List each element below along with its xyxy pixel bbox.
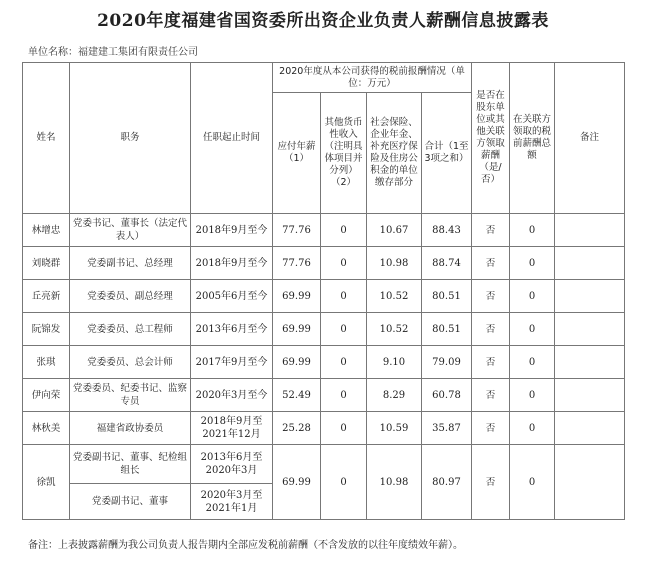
table-row [23, 445, 625, 484]
cell-position: 党委委员、总会计师 [70, 346, 191, 379]
table-row [23, 247, 625, 280]
cell-related-pay: 0 [510, 346, 555, 379]
cell-position: 党委委员、副总经理 [70, 280, 191, 313]
header-related-party-flag: 是否在股东单位或其他关联方领取薪酬（是/否） [472, 63, 510, 214]
cell-social: 10.52 [367, 313, 422, 346]
cell-related: 否 [472, 379, 510, 412]
cell-salary: 69.99 [273, 280, 321, 313]
cell-total: 60.78 [422, 379, 472, 412]
cell-position: 党委副书记、董事、纪检组组长 [70, 445, 191, 484]
cell-related: 否 [472, 445, 510, 520]
page-title: 2020年度福建省国资委所出资企业负责人薪酬信息披露表 [97, 11, 549, 31]
cell-salary: 69.99 [273, 313, 321, 346]
table-row [23, 379, 625, 412]
cell-remark [555, 379, 625, 412]
cell-tenure: 2020年3月至今 [191, 379, 273, 412]
cell-related: 否 [472, 346, 510, 379]
header-total: 合计（1至3项之和） [422, 93, 472, 214]
cell-other: 0 [321, 214, 367, 247]
header-related-party-pay: 在关联方领取的税前薪酬总额 [510, 63, 555, 214]
cell-salary: 52.49 [273, 379, 321, 412]
header-pretax-group: 2020年度从本公司获得的税前报酬情况（单位：万元） [273, 63, 472, 93]
cell-related: 否 [472, 313, 510, 346]
cell-related-pay: 0 [510, 247, 555, 280]
cell-social: 10.52 [367, 280, 422, 313]
cell-other: 0 [321, 379, 367, 412]
cell-name: 丘亮新 [23, 280, 70, 313]
cell-remark [555, 346, 625, 379]
table-row [23, 346, 625, 379]
cell-social: 8.29 [367, 379, 422, 412]
company-name: 单位名称：福建建工集团有限责任公司 [28, 47, 198, 58]
cell-remark [555, 445, 625, 520]
cell-name: 刘晓群 [23, 247, 70, 280]
cell-salary: 25.28 [273, 412, 321, 445]
cell-total: 80.51 [422, 280, 472, 313]
cell-total: 35.87 [422, 412, 472, 445]
cell-other: 0 [321, 313, 367, 346]
cell-tenure: 2018年9月至今 [191, 247, 273, 280]
cell-tenure: 2018年9月至今 [191, 214, 273, 247]
footnote: 备注：上表披露薪酬为我公司负责人报告期内全部应发税前薪酬（不含发放的以往年度绩效年薪）。 [28, 540, 463, 551]
cell-position: 福建省政协委员 [70, 412, 191, 445]
cell-position: 党委委员、纪委书记、监察专员 [70, 379, 191, 412]
cell-related-pay: 0 [510, 412, 555, 445]
cell-remark [555, 247, 625, 280]
cell-related-pay: 0 [510, 214, 555, 247]
header-position: 职务 [70, 63, 191, 214]
cell-social: 10.98 [367, 445, 422, 520]
cell-total: 88.43 [422, 214, 472, 247]
cell-position: 党委副书记、总经理 [70, 247, 191, 280]
cell-total: 80.51 [422, 313, 472, 346]
cell-social: 10.67 [367, 214, 422, 247]
cell-total: 88.74 [422, 247, 472, 280]
table-row [23, 280, 625, 313]
table-row [23, 412, 625, 445]
header-social-insurance: 社会保险、企业年金、补充医疗保险及住房公积金的单位缴存部分 [367, 93, 422, 214]
cell-salary: 77.76 [273, 247, 321, 280]
cell-remark [555, 313, 625, 346]
cell-name: 林增忠 [23, 214, 70, 247]
header-other-income: 其他货币性收入（注明具体项目并分列）（2） [321, 93, 367, 214]
cell-tenure: 2018年9月至2021年12月 [191, 412, 273, 445]
cell-remark [555, 214, 625, 247]
table-row [23, 214, 625, 247]
cell-other: 0 [321, 346, 367, 379]
cell-total: 79.09 [422, 346, 472, 379]
cell-name: 林秋美 [23, 412, 70, 445]
cell-related-pay: 0 [510, 313, 555, 346]
cell-tenure: 2013年6月至今 [191, 313, 273, 346]
cell-related: 否 [472, 280, 510, 313]
cell-social: 10.59 [367, 412, 422, 445]
cell-position: 党委书记、董事长（法定代表人） [70, 214, 191, 247]
cell-other: 0 [321, 445, 367, 520]
cell-salary: 77.76 [273, 214, 321, 247]
cell-name: 伊向荣 [23, 379, 70, 412]
cell-salary: 69.99 [273, 346, 321, 379]
header-tenure: 任职起止时间 [191, 63, 273, 214]
cell-position: 党委副书记、董事 [70, 484, 191, 520]
header-annual-salary: 应付年薪（1） [273, 93, 321, 214]
table-row [23, 313, 625, 346]
cell-name: 徐凯 [23, 445, 70, 520]
cell-related-pay: 0 [510, 280, 555, 313]
cell-salary: 69.99 [273, 445, 321, 520]
cell-related-pay: 0 [510, 379, 555, 412]
cell-remark [555, 280, 625, 313]
cell-related: 否 [472, 412, 510, 445]
cell-other: 0 [321, 280, 367, 313]
cell-other: 0 [321, 247, 367, 280]
cell-social: 10.98 [367, 247, 422, 280]
cell-name: 阮锦发 [23, 313, 70, 346]
header-remarks: 备注 [555, 63, 625, 214]
cell-social: 9.10 [367, 346, 422, 379]
cell-related: 否 [472, 214, 510, 247]
cell-other: 0 [321, 412, 367, 445]
cell-tenure: 2020年3月至2021年1月 [191, 484, 273, 520]
cell-related-pay: 0 [510, 445, 555, 520]
cell-tenure: 2017年9月至今 [191, 346, 273, 379]
cell-position: 党委委员、总工程师 [70, 313, 191, 346]
cell-total: 80.97 [422, 445, 472, 520]
cell-tenure: 2005年6月至今 [191, 280, 273, 313]
cell-related: 否 [472, 247, 510, 280]
cell-tenure: 2013年6月至2020年3月 [191, 445, 273, 484]
cell-name: 张琪 [23, 346, 70, 379]
salary-disclosure-table [22, 62, 625, 520]
cell-remark [555, 412, 625, 445]
header-name: 姓名 [23, 63, 70, 214]
